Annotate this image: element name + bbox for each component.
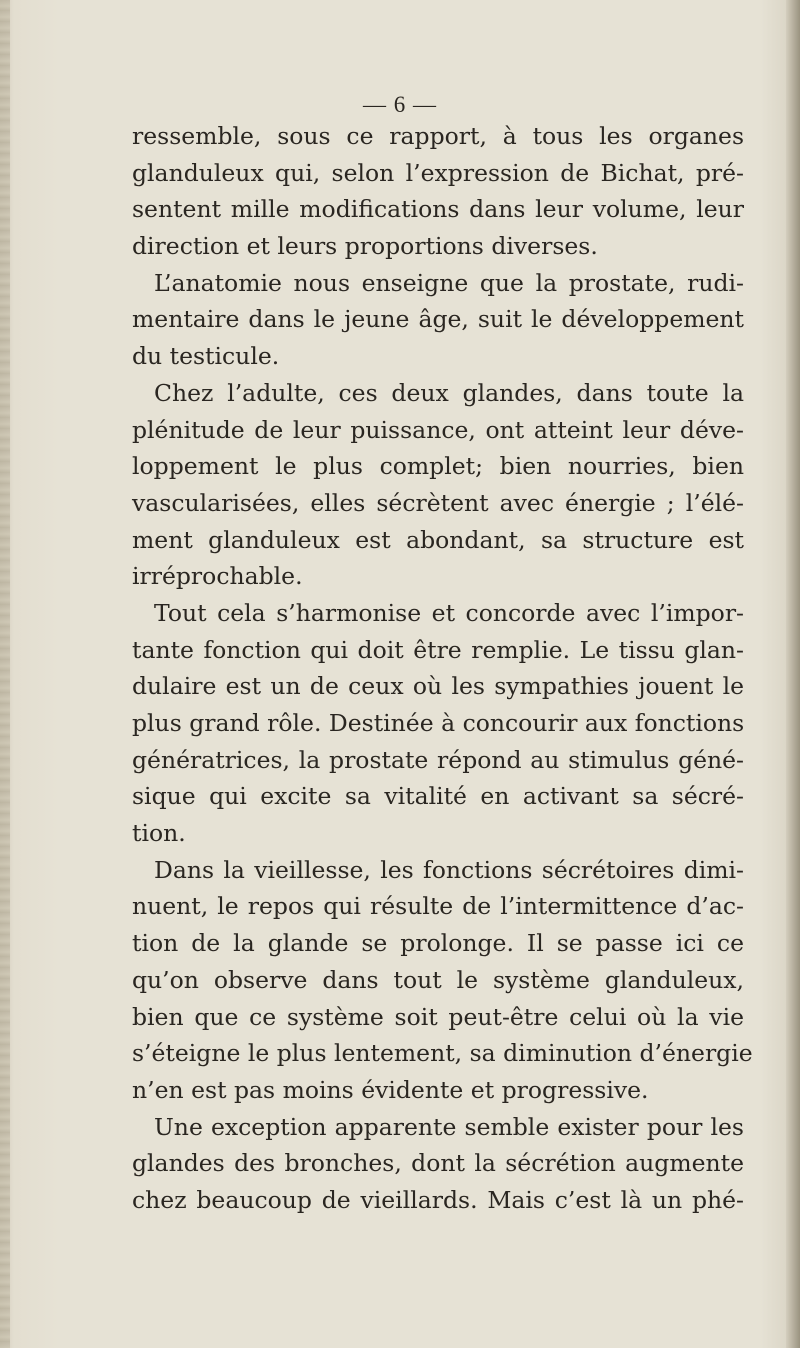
- text-line: n’en est pas moins évidente et progressive.: [132, 1075, 649, 1104]
- text-line: bien que ce système soit peut-être celui où la vie: [132, 1002, 744, 1031]
- text-line: sentent mille modifications dans leur volume, leur: [132, 195, 744, 224]
- text-line: plénitude de leur puissance, ont atteint leur déve-: [132, 415, 744, 444]
- text-line: direction et leurs proportions diverses.: [132, 232, 598, 261]
- text-line: Une exception apparente semble exister pour les: [154, 1112, 744, 1141]
- text-line: ment glanduleux est abondant, sa structure est: [132, 525, 744, 554]
- text-line: dulaire est un de ceux où les sympathies jouent le: [132, 672, 744, 701]
- text-line: tante fonction qui doit être remplie. Le tissu glan-: [132, 635, 744, 664]
- text-line: qu’on observe dans tout le système glanduleux,: [132, 965, 744, 994]
- text-line: vascularisées, elles sécrètent avec énergie ; l’élé-: [132, 488, 744, 517]
- page-number: — 6 —: [363, 92, 437, 117]
- text-line: Dans la vieillesse, les fonctions sécrétoires dimi-: [154, 855, 744, 884]
- text-line: Tout cela s’harmonise et concorde avec l’impor-: [154, 598, 744, 627]
- text-line: chez beaucoup de vieillards. Mais c’est là un phé-: [132, 1185, 744, 1214]
- text-line: L’anatomie nous enseigne que la prostate, rudi-: [154, 268, 744, 297]
- text-line: s’éteigne le plus lentement, sa diminution d’énergie: [132, 1039, 753, 1068]
- text-line: tion de la glande se prolonge. Il se passe ici ce: [132, 929, 744, 958]
- text-line: Chez l’adulte, ces deux glandes, dans toute la: [154, 378, 744, 407]
- text-line: glanduleux qui, selon l’expression de Bichat, pré-: [132, 158, 744, 187]
- text-line: du testicule.: [132, 342, 280, 371]
- page-shadow-edge: [786, 0, 800, 1348]
- text-line: irréprochable.: [132, 562, 303, 591]
- text-line: génératrices, la prostate répond au stimulus géné-: [132, 745, 744, 774]
- text-line: mentaire dans le jeune âge, suit le développement: [132, 305, 744, 334]
- text-line: nuent, le repos qui résulte de l’intermittence d’ac-: [132, 892, 744, 921]
- text-line: tion.: [132, 819, 186, 848]
- text-line: glandes des bronches, dont la sécrétion augmente: [132, 1149, 744, 1178]
- page-binding-edge: [0, 0, 10, 1348]
- text-line: ressemble, sous ce rapport, à tous les organes: [132, 122, 744, 150]
- text-line: loppement le plus complet; bien nourries, bien: [132, 452, 744, 481]
- text-line: sique qui excite sa vitalité en activant sa sécré-: [132, 782, 744, 811]
- text-line: plus grand rôle. Destinée à concourir aux fonctions: [132, 709, 745, 737]
- body-text: [132, 118, 753, 1219]
